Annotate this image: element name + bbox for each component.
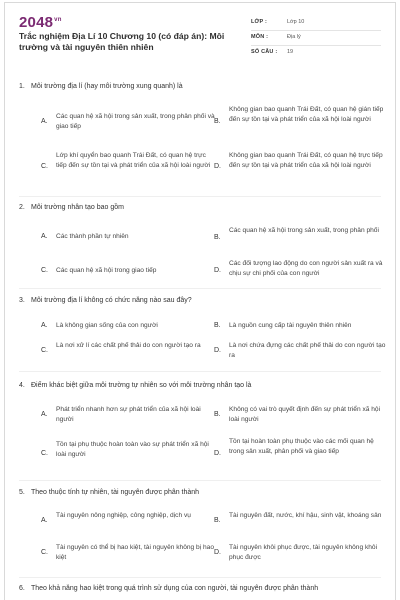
quiz-page xyxy=(4,2,396,600)
option-text: Tồn tại hoàn toàn phụ thuộc vào các mối quan hệ trong sản xuất, phân phối và giao tiếp xyxy=(229,438,374,455)
option-text: Phát triển nhanh hơn sự phát triển của xã hội loài người xyxy=(56,406,201,423)
option-letter: A. xyxy=(41,118,48,125)
option-letter: D. xyxy=(214,450,221,457)
option-text: Tài nguyên nông nghiệp, công nghiệp, dịch vụ xyxy=(56,512,191,519)
question-text: Điểm khác biệt giữa môi trường tự nhiên so với môi trường nhân tạo là xyxy=(31,382,252,389)
option-letter: A. xyxy=(41,517,48,524)
question-stem xyxy=(19,381,379,390)
option-letter: A. xyxy=(41,411,48,418)
meta-label-subject: MÔN : xyxy=(251,34,269,40)
divider xyxy=(19,577,381,578)
option-text: Là không gian sống của con người xyxy=(56,322,158,329)
question-text: Môi trường nhân tạo bao gồm xyxy=(31,204,124,211)
option-letter: C. xyxy=(41,549,48,556)
question-stem xyxy=(19,296,379,305)
meta-row-class xyxy=(251,16,381,31)
question-text: Theo khả năng hao kiệt trong quá trình sử dụng của con người, tài nguyên được phân thành xyxy=(31,585,319,592)
option-text: Không gian bao quanh Trái Đất, có quan hệ gián tiếp đến sự tồn tại và phát triển của xã hội loài người xyxy=(229,106,384,123)
option-letter: C. xyxy=(41,267,48,274)
meta-row-count xyxy=(251,46,381,60)
divider xyxy=(19,288,381,289)
question-number: 1. xyxy=(19,83,25,90)
option-letter: D. xyxy=(214,549,221,556)
option-letter: A. xyxy=(41,322,48,329)
meta-table xyxy=(251,16,381,60)
page-title: Trắc nghiệm Địa Lí 10 Chương 10 (có đáp án): Môi trường và tài nguyên thiên nhiên xyxy=(19,31,225,52)
option-text: Không gian bao quanh Trái Đất, có quan hệ trực tiếp đến sự tồn tại và phát triển của xã hội loài người xyxy=(229,152,383,169)
question-number: 2. xyxy=(19,204,25,211)
question-text: Môi trường địa lí không có chức năng nào sau đây? xyxy=(31,297,192,304)
option-text: Tồn tại phụ thuộc hoàn toàn vào sự phát triển xã hội loài người xyxy=(56,441,209,458)
option-text: Lớp khí quyển bao quanh Trái Đất, có quan hệ trực tiếp đến sự tồn tại và phát triển của xã hội loài người xyxy=(56,152,211,169)
question-number: 4. xyxy=(19,382,25,389)
page-header xyxy=(5,3,395,67)
option-letter: C. xyxy=(41,163,48,170)
question-stem xyxy=(19,203,379,212)
site-logo[interactable] xyxy=(19,14,62,31)
meta-row-subject xyxy=(251,31,381,46)
meta-value-class[interactable]: Lớp 10 xyxy=(287,19,305,25)
question-number: 3. xyxy=(19,297,25,304)
option-text: Các đối tượng lao động do con người sản xuất ra và chịu sự chi phối của con người xyxy=(229,260,383,277)
option-letter: A. xyxy=(41,233,48,240)
option-text: Tài nguyên khôi phục được, tài nguyên không khôi phục được xyxy=(229,544,378,561)
question-stem xyxy=(19,584,379,593)
option-letter: B. xyxy=(214,234,221,241)
divider xyxy=(19,480,381,481)
question-number: 5. xyxy=(19,489,25,496)
question-stem xyxy=(19,488,379,497)
logo-text: 2048 xyxy=(19,14,54,31)
option-letter: D. xyxy=(214,163,221,170)
question-number: 6. xyxy=(19,585,25,592)
option-text: Các quan hệ xã hội trong sản xuất, trong phân phối xyxy=(229,227,379,234)
option-text: Các quan hệ xã hội trong sản xuất, trong phân phối và giao tiếp xyxy=(56,113,215,130)
meta-value-subject[interactable]: Địa lý xyxy=(287,34,301,40)
logo-suffix: vn xyxy=(54,17,62,23)
question-stem xyxy=(19,82,379,91)
option-text: Không có vai trò quyết định đến sự phát triển xã hội loài người xyxy=(229,406,381,423)
option-text: Tài nguyên đất, nước, khí hậu, sinh vật, khoáng sản xyxy=(229,512,382,519)
divider xyxy=(19,196,381,197)
option-letter: B. xyxy=(214,118,221,125)
option-letter: B. xyxy=(214,411,221,418)
option-text: Là nguồn cung cấp tài nguyên thiên nhiên xyxy=(229,322,352,329)
option-text: Là nơi chứa đựng các chất phế thải do con người tạo ra xyxy=(229,342,386,359)
question-text: Môi trường địa lí (hay môi trường xung quanh) là xyxy=(31,83,183,90)
option-text: Các quan hệ xã hội trong giao tiếp xyxy=(56,267,157,274)
option-text: Các thành phần tự nhiên xyxy=(56,233,129,240)
meta-label-class: LỚP : xyxy=(251,19,267,25)
option-text: Tài nguyên có thể bị hao kiệt, tài nguyên không bị hao kiệt xyxy=(56,544,214,561)
option-letter: C. xyxy=(41,450,48,457)
meta-value-count: 19 xyxy=(287,49,294,55)
option-letter: C. xyxy=(41,347,48,354)
option-letter: D. xyxy=(214,267,221,274)
option-text: Là nơi xử lí các chất phế thải do con người tạo ra xyxy=(56,342,201,349)
option-letter: D. xyxy=(214,347,221,354)
question-text: Theo thuộc tính tự nhiên, tài nguyên được phân thành xyxy=(31,489,200,496)
meta-label-count: SỐ CÂU : xyxy=(251,49,278,55)
divider xyxy=(19,371,381,372)
option-letter: B. xyxy=(214,322,221,329)
option-letter: B. xyxy=(214,517,221,524)
